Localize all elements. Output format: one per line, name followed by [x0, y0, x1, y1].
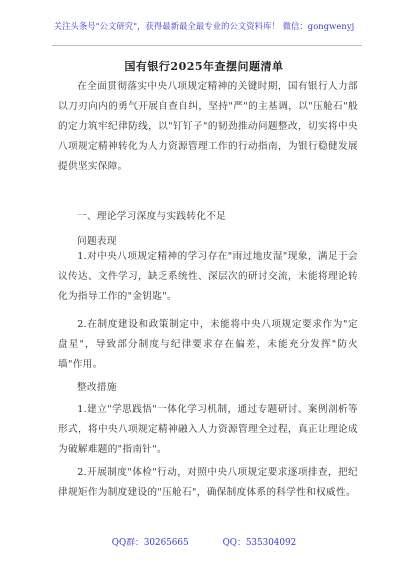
document-title: 国有银行2025年查摆问题清单	[124, 60, 284, 73]
header-divider	[52, 45, 362, 46]
footer-qq-group: QQ群：30265665	[111, 538, 189, 548]
measures-heading: 整改措施	[77, 382, 117, 393]
problem-item-1: 1.对中央八项规定精神的学习存在"雨过地皮湿"现象，满足于会议传达、文件学习，缺乏系统性、深层次的研讨交流，未能将理论转化为指导工作的"金钥匙"。	[58, 251, 358, 302]
footer-qq: QQ：535304092	[222, 538, 297, 548]
measure-item-2: 2.开展制度"体检"行动，对照中央八项规定要求逐项排查，把纪律规矩作为制度建设的"压舱石"，确保制度体系的科学性和权威性。	[58, 467, 358, 498]
section-heading: 一、理论学习深度与实践转化不足	[77, 211, 227, 222]
footer-contacts	[0, 535, 408, 548]
problems-heading: 问题表现	[77, 236, 117, 247]
problem-item-2: 2.在制度建设和政策制定中，未能将中央八项规定要求作为"定盘星"，导致部分制度与纪律要求存在偏差，未能充分发挥"防火墙"作用。	[58, 319, 358, 370]
header-promo-text: 关注头条号"公文研究"，获得最新最全最专业的公文资料库！ 微信：gongwenyj	[53, 21, 355, 31]
intro-paragraph: 在全面贯彻落实中央八项规定精神的关键时期，国有银行人力部以刀刃向内的勇气开展自查自纠，坚持"严"的主基调，以"压舱石"般的定力筑牢纪律防线，以"钉钉子"的韧劲推动问题整改，切实将中央八项规定精神转化为人力资源管理工作的行动指南，为银行稳健发展提供坚实保障。	[58, 81, 358, 172]
measure-item-1: 1.建立"学思践悟"一体化学习机制，通过专题研讨、案例剖析等形式，将中央八项规定精神融入人力资源管理全过程，真正让理论成为破解难题的"指南针"。	[58, 404, 358, 455]
